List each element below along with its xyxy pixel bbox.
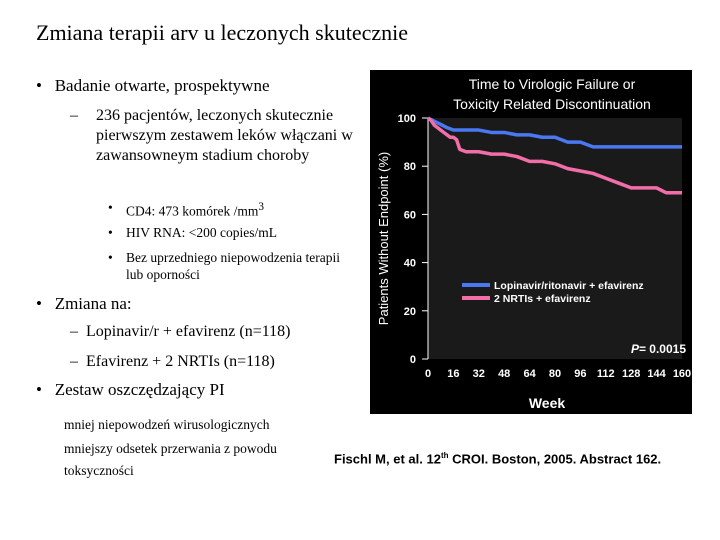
y-axis-label: Patients Without Endpoint (%) [376,151,391,326]
bullet-glyph: • [108,225,113,240]
arm-nrti-text: Efavirenz + 2 NRTIs (n=118) [86,353,275,370]
x-tick-label: 48 [498,368,511,380]
bullet-switch [36,294,132,314]
sub-sub-bullet-cd4 [108,199,368,220]
y-tick-label: 80 [403,161,416,174]
plot-area [428,118,682,359]
x-axis-label: Week [528,395,566,411]
arm-lpv-text: Lopinavir/r + efavirenz (n=118) [86,323,291,340]
sub-bullet-patients [70,106,360,166]
x-tick-label: 96 [574,368,587,380]
bullet-glyph: • [36,294,42,313]
citation [334,451,661,466]
x-tick-label: 16 [447,368,460,380]
note-fewer-discontinuations: mniejszy odsetek przerwania z powodu toksyczności [64,441,277,478]
cd4-superscript: 3 [258,201,264,213]
chart-title-line-2: Toxicity Related Discontinuation [453,96,651,112]
sub-sub-bullet-no-failure [108,249,358,283]
p-value-label: P [630,342,639,356]
x-tick-label: 112 [596,368,615,380]
legend-label-1: Lopinavir/ritonavir + efavirenz [494,280,644,292]
y-tick-label: 100 [397,113,416,125]
y-tick-label: 20 [403,305,416,318]
chart-title-line-1: Time to Virologic Failure or [468,76,636,92]
dash-glyph: – [70,353,78,370]
y-tick-label: 60 [403,209,416,222]
cd4-text: CD4: 473 komórek /mm [126,203,259,219]
sub-sub-bullet-hiv-rna [108,224,368,241]
p-value [631,342,686,356]
legend-label-2: 2 NRTIs + efavirenz [494,293,591,305]
bullet-study-design-text: Badanie otwarte, prospektywne [54,76,270,95]
bullet-study-design [36,76,270,96]
hiv-rna-text: HIV RNA: <200 copies/mL [126,225,277,240]
x-tick-label: 64 [523,368,536,380]
citation-post: CROI. Boston, 2005. Abstract 162. [448,451,662,467]
x-tick-label: 128 [622,368,641,380]
sub-bullet-arm-nrti [70,352,275,372]
bullet-switch-text: Zmiana na: [54,294,132,313]
citation-pre: Fischl M, et al. 12 [334,451,441,467]
x-tick-label: 0 [424,368,432,380]
bullet-glyph: • [36,380,42,399]
bullet-pi-sparing [36,380,225,400]
bullet-glyph: • [108,200,113,215]
bullet-glyph: • [36,76,42,95]
dash-glyph: – [70,323,78,340]
bullet-pi-sparing-text: Zestaw oszczędzający PI [54,380,225,399]
note-fewer-failures: mniej niepowodzeń wirusologicznych [64,417,270,432]
sub-bullet-patients-text: 236 pacjentów, leczonych skutecznie pierwszym zestawem leków włączani w zawansowneym stadium choroby [96,107,353,164]
x-tick-label: 144 [647,368,666,380]
y-tick-label: 0 [409,354,416,366]
y-tick-label: 40 [403,257,416,270]
bullet-glyph: • [108,250,113,265]
citation-sup: th [440,451,449,460]
no-failure-text: Bez uprzedniego niepowodzenia terapii lub oporności [126,250,341,282]
x-tick-label: 80 [548,368,562,380]
p-value-text: = 0.0015 [638,342,686,356]
x-tick-label: 32 [472,368,485,380]
x-tick-label: 160 [672,368,692,380]
slide-title: Zmiana terapii arv u leczonych skutecznie [36,20,408,45]
dash-glyph: – [70,107,78,124]
sub-bullet-arm-lpv [70,322,290,342]
kaplan-meier-chart [370,70,692,414]
